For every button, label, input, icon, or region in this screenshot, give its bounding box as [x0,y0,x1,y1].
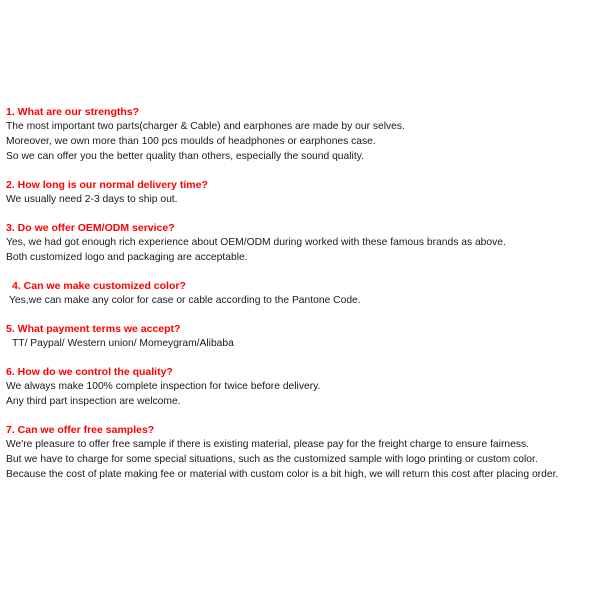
faq-item-oem-odm [6,221,600,265]
faq-question: 2. How long is our normal delivery time? [6,179,208,191]
faq-item-quality-control [6,365,600,409]
faq-item-custom-color [6,279,600,308]
faq-item-strengths [6,105,600,164]
faq-answer-line: We're pleasure to offer free sample if there is existing material, please pay for the freight charge to ensure fairness. [6,439,529,450]
faq-question: 3. Do we offer OEM/ODM service? [6,222,175,234]
faq-answer-line: We always make 100% complete inspection for twice before delivery. [6,381,321,392]
faq-answer-line: TT/ Paypal/ Western union/ Momeygram/Alibaba [12,338,234,349]
faq-answer-line: So we can offer you the better quality than others, especially the sound quality. [6,151,364,162]
faq-answer-line: Moreover, we own more than 100 pcs moulds of headphones or earphones case. [6,136,376,147]
faq-answer-line: The most important two parts(charger & Cable) and earphones are made by our selves. [6,121,405,132]
faq-item-payment-terms [6,322,600,351]
faq-question: 7. Can we offer free samples? [6,424,155,436]
faq-answer-line: Yes, we had got enough rich experience about OEM/ODM during worked with these famous brands as above. [6,237,506,248]
faq-answer-line: Any third part inspection are welcome. [6,396,181,407]
faq-answer-line: Because the cost of plate making fee or material with custom color is a bit high, we will return this cost after placing order. [6,469,559,480]
faq-answer-line: Yes,we can make any color for case or cable according to the Pantone Code. [9,295,361,306]
faq-item-free-samples [6,423,600,482]
faq-answer-line: We usually need 2-3 days to ship out. [6,194,178,205]
faq-question: 4. Can we make customized color? [12,280,186,292]
faq-answer-line: But we have to charge for some special situations, such as the customized sample with logo printing or custom color. [6,454,538,465]
faq-question: 6. How do we control the quality? [6,366,173,378]
faq-item-delivery-time [6,178,600,207]
faq-question: 5. What payment terms we accept? [6,323,181,335]
faq-answer-line: Both customized logo and packaging are acceptable. [6,252,248,263]
faq-list [6,105,600,496]
faq-question: 1. What are our strengths? [6,106,140,118]
